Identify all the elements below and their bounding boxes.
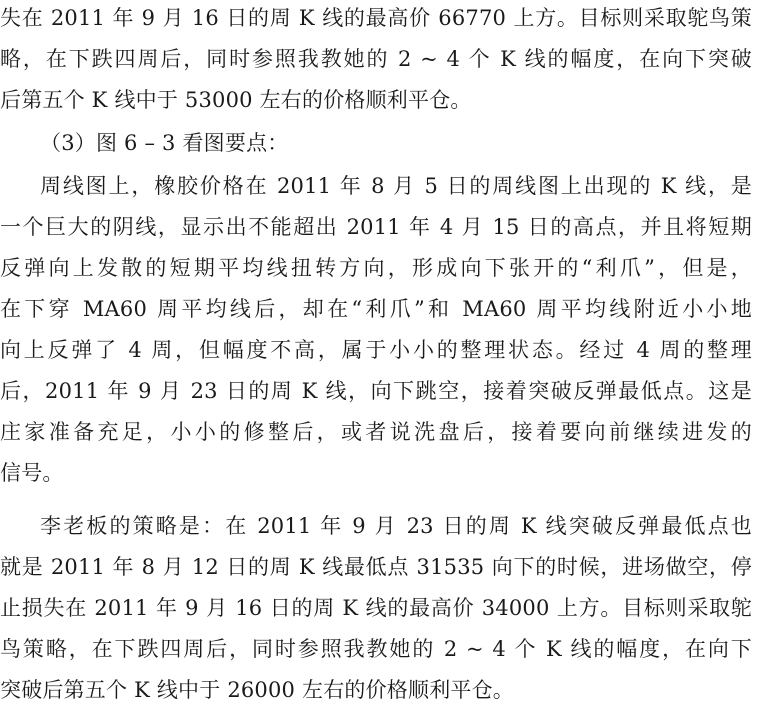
paragraph-line: 向上反弹了 4 周，但幅度不高，属于小小的整理状态。经过 4 周的整理 <box>0 338 752 362</box>
paragraph-line: 后，2011 年 9 月 23 日的周 K 线，向下跳空，接着突破反弹最低点。这是 <box>0 379 752 403</box>
paragraph-line: 止损失在 2011 年 9 月 16 日的周 K 线的最高价 34000 上方。目标则采取鸵 <box>0 596 752 620</box>
paragraph-line: 反弹向上发散的短期平均线扭转方向，形成向下张开的“利爪”，但是， <box>0 256 752 280</box>
paragraph-line: 一个巨大的阴线，显示出不能超出 2011 年 4 月 15 日的高点，并且将短期 <box>0 215 752 239</box>
paragraph-line: 失在 2011 年 9 月 16 日的周 K 线的最高价 66770 上方。目标则采取鸵鸟策 <box>0 6 752 30</box>
paragraph-line: 信号。 <box>0 461 64 485</box>
paragraph-line: 在下穿 MA60 周平均线后，却在“利爪”和 MA60 周平均线附近小小地 <box>0 297 752 321</box>
section-heading: （3）图 6 – 3 看图要点： <box>40 131 289 155</box>
paragraph-line: 后第五个 K 线中于 53000 左右的价格顺利平仓。 <box>0 88 472 112</box>
paragraph-line: 李老板的策略是：在 2011 年 9 月 23 日的周 K 线突破反弹最低点也 <box>40 514 752 538</box>
paragraph-line: 鸟策略，在下跌四周后，同时参照我教她的 2 ~ 4 个 K 线的幅度，在向下 <box>0 637 752 661</box>
paragraph-line: 突破后第五个 K 线中于 26000 左右的价格顺利平仓。 <box>0 678 514 702</box>
paragraph-line: 略，在下跌四周后，同时参照我教她的 2 ~ 4 个 K 线的幅度，在向下突破 <box>0 47 752 71</box>
paragraph-line: 就是 2011 年 8 月 12 日的周 K 线最低点 31535 向下的时候，进场做空，停 <box>0 555 752 579</box>
paragraph-line: 庄家准备充足，小小的修整后，或者说洗盘后，接着要向前继续进发的 <box>0 420 752 444</box>
paragraph-line: 周线图上，橡胶价格在 2011 年 8 月 5 日的周线图上出现的 K 线，是 <box>40 174 752 198</box>
